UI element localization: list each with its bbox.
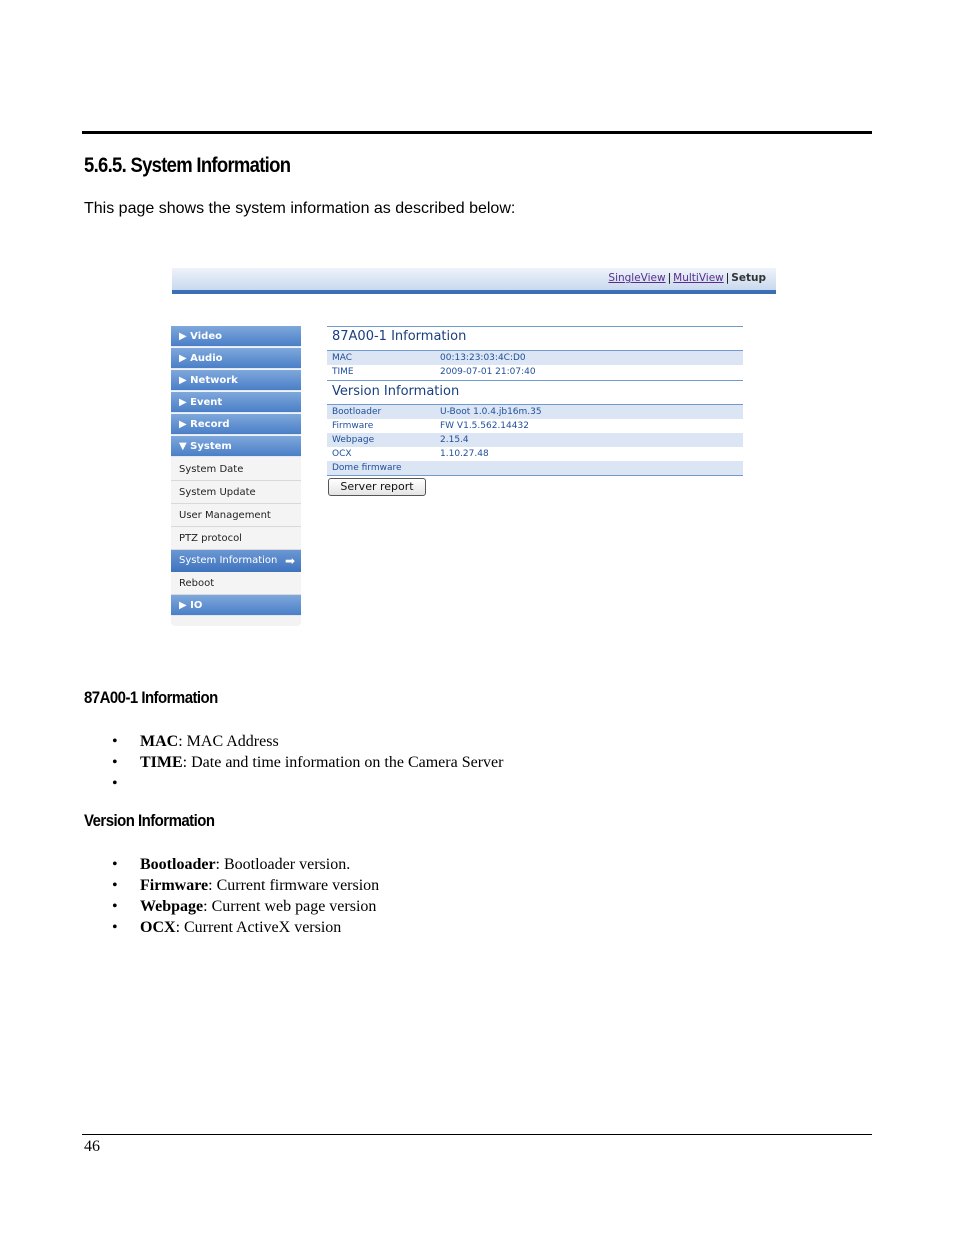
menu-ptz-protocol[interactable]: PTZ protocol [171,527,301,550]
setup-sidebar [171,326,301,626]
version-row-bootloader [327,405,743,419]
version-value: FW V1.5.562.14432 [440,421,529,431]
menu-reboot[interactable]: Reboot [171,572,301,595]
menu-user-management[interactable]: User Management [171,504,301,527]
list-item [112,731,503,752]
info-value: 00:13:23:03:4C:D0 [440,353,526,363]
version-key: Firmware [332,421,374,431]
setup-link[interactable]: Setup [731,272,766,284]
info-key: TIME [332,367,354,377]
info-row-mac [327,351,743,365]
menu-record[interactable]: ▶ Record [171,414,301,435]
version-row-ocx [327,447,743,461]
menu-audio[interactable]: ▶ Audio [171,348,301,369]
version-row-webpage [327,433,743,447]
info-heading: 87A00-1 Information [84,688,218,707]
nav-separator: | [667,272,672,284]
bullet-desc: : Bootloader version. [215,856,351,873]
top-rule [82,131,872,134]
info-bullet-list [112,731,503,794]
list-item [112,752,503,773]
server-report-button[interactable]: Server report [328,478,426,496]
menu-system-date[interactable]: System Date [171,458,301,481]
footer-rule [82,1134,872,1135]
info-panel-title: 87A00-1 Information [332,329,467,344]
version-key: Bootloader [332,407,382,417]
version-row-dome-firmware [327,461,743,475]
panel-divider [327,380,743,381]
top-navigation [608,272,766,284]
bullet-term: Webpage [140,898,204,915]
menu-system-information-label: System Information [179,555,278,566]
bullet-term: Bootloader [140,856,216,873]
bullet-term: Firmware [140,877,209,894]
list-item [112,917,379,938]
bullet-desc: : Current ActiveX version [175,919,342,936]
version-value: U-Boot 1.0.4.jb16m.35 [440,407,542,417]
menu-video[interactable]: ▶ Video [171,326,301,347]
info-key: MAC [332,353,353,363]
bullet-desc: : Current web page version [203,898,377,915]
version-key: Dome firmware [332,463,402,473]
list-item [112,875,379,896]
version-heading: Version Information [84,811,215,830]
bullet-term: MAC [140,733,179,750]
version-key: OCX [332,449,352,459]
menu-system-information[interactable] [171,550,301,572]
list-item [112,896,379,917]
info-value: 2009-07-01 21:07:40 [440,367,536,377]
bullet-term: TIME [140,754,183,771]
version-row-firmware [327,419,743,433]
menu-system[interactable]: ▼ System [171,436,301,457]
bullet-desc: : MAC Address [178,733,279,750]
version-value: 2.15.4 [440,435,469,445]
menu-system-update[interactable]: System Update [171,481,301,504]
panel-top-line [327,326,743,327]
version-value: 1.10.27.48 [440,449,489,459]
version-panel-title: Version Information [332,384,460,399]
bullet-desc: : Current firmware version [208,877,380,894]
arrow-right-icon: ➡ [284,554,295,568]
menu-network[interactable]: ▶ Network [171,370,301,391]
intro-text: This page shows the system information as described below: [84,200,516,217]
page-number: 46 [84,1138,100,1155]
menu-event[interactable]: ▶ Event [171,392,301,413]
bullet-desc: : Date and time information on the Camera Server [182,754,504,771]
bullet-term: OCX [140,919,176,936]
version-key: Webpage [332,435,375,445]
singleview-link[interactable]: SingleView [608,272,666,284]
menu-io[interactable]: ▶ IO [171,595,301,616]
section-title: 5.6.5. System Information [84,154,291,177]
panel-divider [327,475,743,476]
multiview-link[interactable]: MultiView [673,272,724,284]
nav-separator: | [725,272,730,284]
header-bar-underline [172,290,776,294]
info-row-time [327,365,743,379]
version-bullet-list [112,854,379,938]
list-item [112,854,379,875]
list-item [112,773,503,794]
